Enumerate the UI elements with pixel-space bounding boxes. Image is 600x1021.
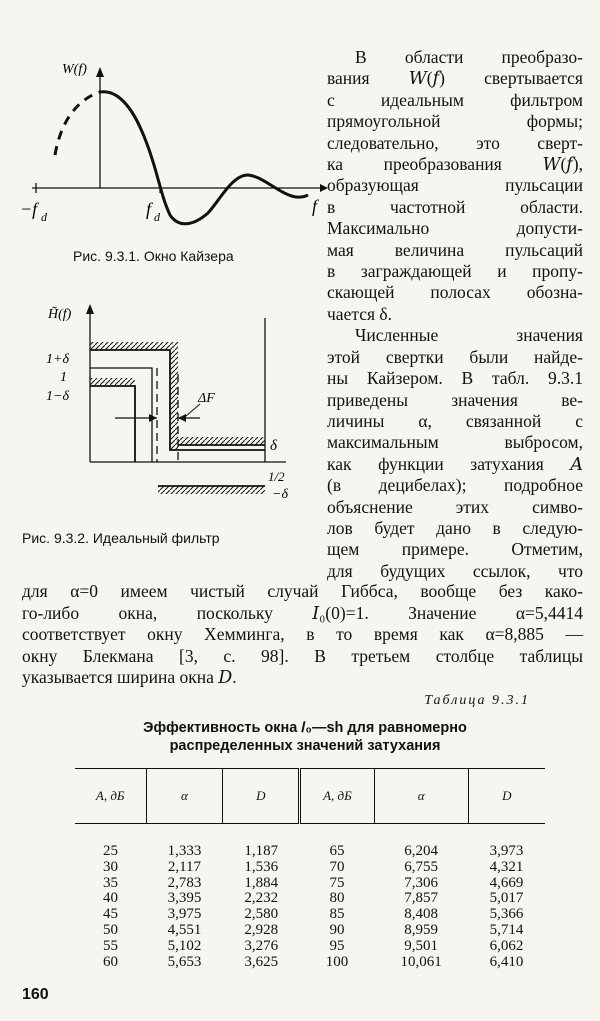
table-row — [75, 876, 545, 892]
paragraph-1-line: с идеальным фильтром — [327, 89, 583, 110]
cell: 10,061 — [400, 953, 442, 970]
label-half: 1/2 — [268, 469, 285, 484]
cell: 3,395 — [167, 890, 202, 907]
cell: 4,669 — [489, 874, 524, 891]
table-title — [60, 719, 550, 755]
cell: 55 — [103, 937, 118, 954]
paragraph-2-line: объяснение этих симво- — [327, 496, 583, 517]
paragraph-2-line: максимальным выбросом, — [327, 432, 583, 453]
cell: 6,204 — [404, 843, 439, 859]
cell: 5,102 — [167, 937, 202, 954]
table-row — [75, 907, 545, 923]
lower-hatch-top — [90, 378, 135, 386]
figure2-caption: Рис. 9.3.2. Идеальный фильтр — [22, 530, 220, 546]
window-curve-dashed — [55, 92, 100, 155]
cell: 2,928 — [244, 921, 279, 938]
header-alpha-2: α — [374, 769, 468, 824]
y-axis-arrow — [86, 304, 94, 314]
cell: 6,755 — [404, 858, 439, 875]
window-curve — [100, 92, 308, 224]
cell: 25 — [103, 843, 118, 859]
y-axis-label: W(f) — [62, 62, 87, 77]
cell: 1,187 — [244, 843, 279, 859]
cell: 5,366 — [489, 906, 524, 923]
paragraph-1-line: Максимально допусти- — [327, 218, 583, 239]
lower-bound-line — [90, 386, 135, 462]
table-row — [75, 923, 545, 939]
cell: 2,783 — [167, 874, 202, 891]
paragraph-2-line: лов будет дано в следую- — [327, 517, 583, 538]
stopband-hatch — [178, 437, 265, 445]
fd-subscript: d — [154, 210, 160, 224]
paragraph-1-line: чается δ. — [327, 303, 393, 324]
paragraph-1-line: ка преобразования 𝑊(𝑓), — [327, 154, 583, 175]
label-delta: δ — [270, 438, 277, 454]
header-d-2: D — [468, 769, 545, 824]
paragraph-2-line: как функции затухания 𝐴 — [327, 453, 583, 474]
cell: 5,017 — [489, 890, 524, 907]
table-number: Таблица 9.3.1 — [424, 693, 530, 708]
cell: 70 — [329, 858, 345, 875]
table-title-line-1: Эффективность окна 𝐼₀—sh для равномерно — [143, 720, 467, 736]
column-text — [327, 47, 583, 582]
text-line: окну Блекмана [3, с. 98]. В третьем столбце таблицы — [22, 645, 583, 666]
paragraph-1-line: в заграждающей и пропу- — [327, 261, 583, 282]
cell: 1,536 — [244, 858, 279, 875]
paragraph-2-line: личины α, связанной с — [327, 410, 583, 431]
paragraph-1-line: скающей полосах обозна- — [327, 282, 583, 303]
paragraph-1-line: следовательно, это сверт- — [327, 132, 583, 153]
cell: 95 — [329, 937, 345, 954]
cell: 2,232 — [244, 890, 279, 907]
table-row — [75, 939, 545, 955]
cell: 5,714 — [489, 921, 524, 938]
text-line: го-либо окна, поскольку 𝐼₀(0)=1. Значение α=5,4414 — [22, 602, 583, 623]
label-one-minus-delta: 1−δ — [46, 389, 69, 404]
paragraph-1-line: образующая пульсации — [327, 175, 583, 196]
cell: 65 — [329, 843, 345, 859]
stopband-lower-hatch — [158, 486, 265, 494]
cell: 2,117 — [167, 858, 202, 875]
cell: 4,551 — [167, 921, 202, 938]
y-axis-arrow — [96, 67, 104, 77]
neg-fd-label: −f — [20, 199, 38, 219]
y-axis-label: H̃(f) — [48, 307, 72, 322]
label-one: 1 — [60, 370, 67, 385]
header-d: D — [223, 769, 300, 824]
fd-label: f — [146, 199, 152, 219]
header-alpha: α — [146, 769, 223, 824]
cell: 75 — [329, 874, 345, 891]
paragraph-1-line: мая величина пульсаций — [327, 239, 583, 260]
cell: 3,276 — [244, 937, 279, 954]
paragraph-2-line: ны Кайзером. В табл. 9.3.1 — [327, 368, 583, 389]
paragraph-1-line: В области преобразо- — [355, 47, 583, 67]
paragraph-1-line: вания 𝑊(𝑓) свертывается — [327, 68, 583, 89]
cell: 5,653 — [167, 953, 202, 970]
table-header-row — [75, 769, 545, 824]
cell: 45 — [103, 906, 118, 923]
delta-f-arrowhead-left — [149, 414, 157, 422]
upper-hatch-side — [170, 350, 178, 450]
full-width-text — [22, 581, 583, 689]
text-line: указывается ширина окна 𝐷. — [22, 667, 237, 688]
cell: 1,333 — [167, 843, 202, 859]
cell: 6,410 — [489, 953, 524, 970]
paragraph-2-line: для будущих ссылок, что — [327, 560, 583, 581]
cell: 1,884 — [244, 874, 279, 891]
cell: 35 — [103, 874, 118, 891]
cell: 8,959 — [404, 921, 439, 938]
figure-kaiser-window — [20, 55, 335, 235]
table-row — [75, 955, 545, 971]
cell: 60 — [103, 953, 118, 970]
label-one-plus-delta: 1+δ — [46, 352, 69, 367]
cell: 30 — [103, 858, 118, 875]
cell: 4,321 — [489, 858, 524, 875]
cell: 3,625 — [244, 953, 279, 970]
cell: 100 — [325, 953, 349, 970]
paragraph-2-line: (в децибелах); подробное — [327, 475, 583, 496]
table-title-line-2: распределенных значений затухания — [169, 738, 441, 754]
cell: 85 — [329, 906, 345, 923]
cell: 3,973 — [489, 843, 524, 859]
delta-f-label: ΔF — [198, 391, 215, 406]
cell: 7,857 — [404, 890, 439, 907]
paragraph-2-line: приведены значения ве- — [327, 389, 583, 410]
table-row — [75, 860, 545, 876]
text-line: соответствует окну Хемминга, в то время как α=8,885 — — [22, 624, 583, 645]
header-a-db-2: A, дБ — [300, 769, 374, 824]
cell: 90 — [329, 921, 345, 938]
neg-fd-subscript: d — [41, 210, 47, 224]
table-row — [75, 824, 545, 860]
figure1-caption: Рис. 9.3.1. Окно Кайзера — [73, 248, 234, 264]
label-neg-delta: −δ — [272, 487, 288, 502]
paragraph-1-line: прямоугольной формы; — [327, 111, 583, 132]
figure-ideal-filter — [20, 290, 320, 510]
x-axis-label: f — [312, 196, 318, 216]
cell: 40 — [103, 890, 118, 907]
text-line: для α=0 имеем чистый случай Гиббса, вообще без како- — [22, 581, 583, 601]
cell: 9,501 — [404, 937, 439, 954]
header-a-db: A, дБ — [75, 769, 146, 824]
delta-f-arrowhead-right — [178, 414, 186, 422]
data-table — [75, 768, 545, 970]
paragraph-1-line: в частотной области. — [327, 196, 583, 217]
cell: 3,975 — [167, 906, 202, 923]
paragraph-2-line: Численные значения — [355, 325, 583, 346]
cell: 6,062 — [489, 937, 524, 954]
cell: 2,580 — [244, 906, 279, 923]
table-row — [75, 891, 545, 907]
upper-hatch-top — [90, 342, 178, 350]
paragraph-2-line: этой свертки были найде- — [327, 346, 583, 367]
cell: 8,408 — [404, 906, 439, 923]
cell: 50 — [103, 921, 118, 938]
paragraph-2-line: щем примере. Отметим, — [327, 539, 583, 560]
cell: 7,306 — [404, 874, 439, 891]
cell: 80 — [329, 890, 345, 907]
page-number: 160 — [22, 986, 49, 1003]
